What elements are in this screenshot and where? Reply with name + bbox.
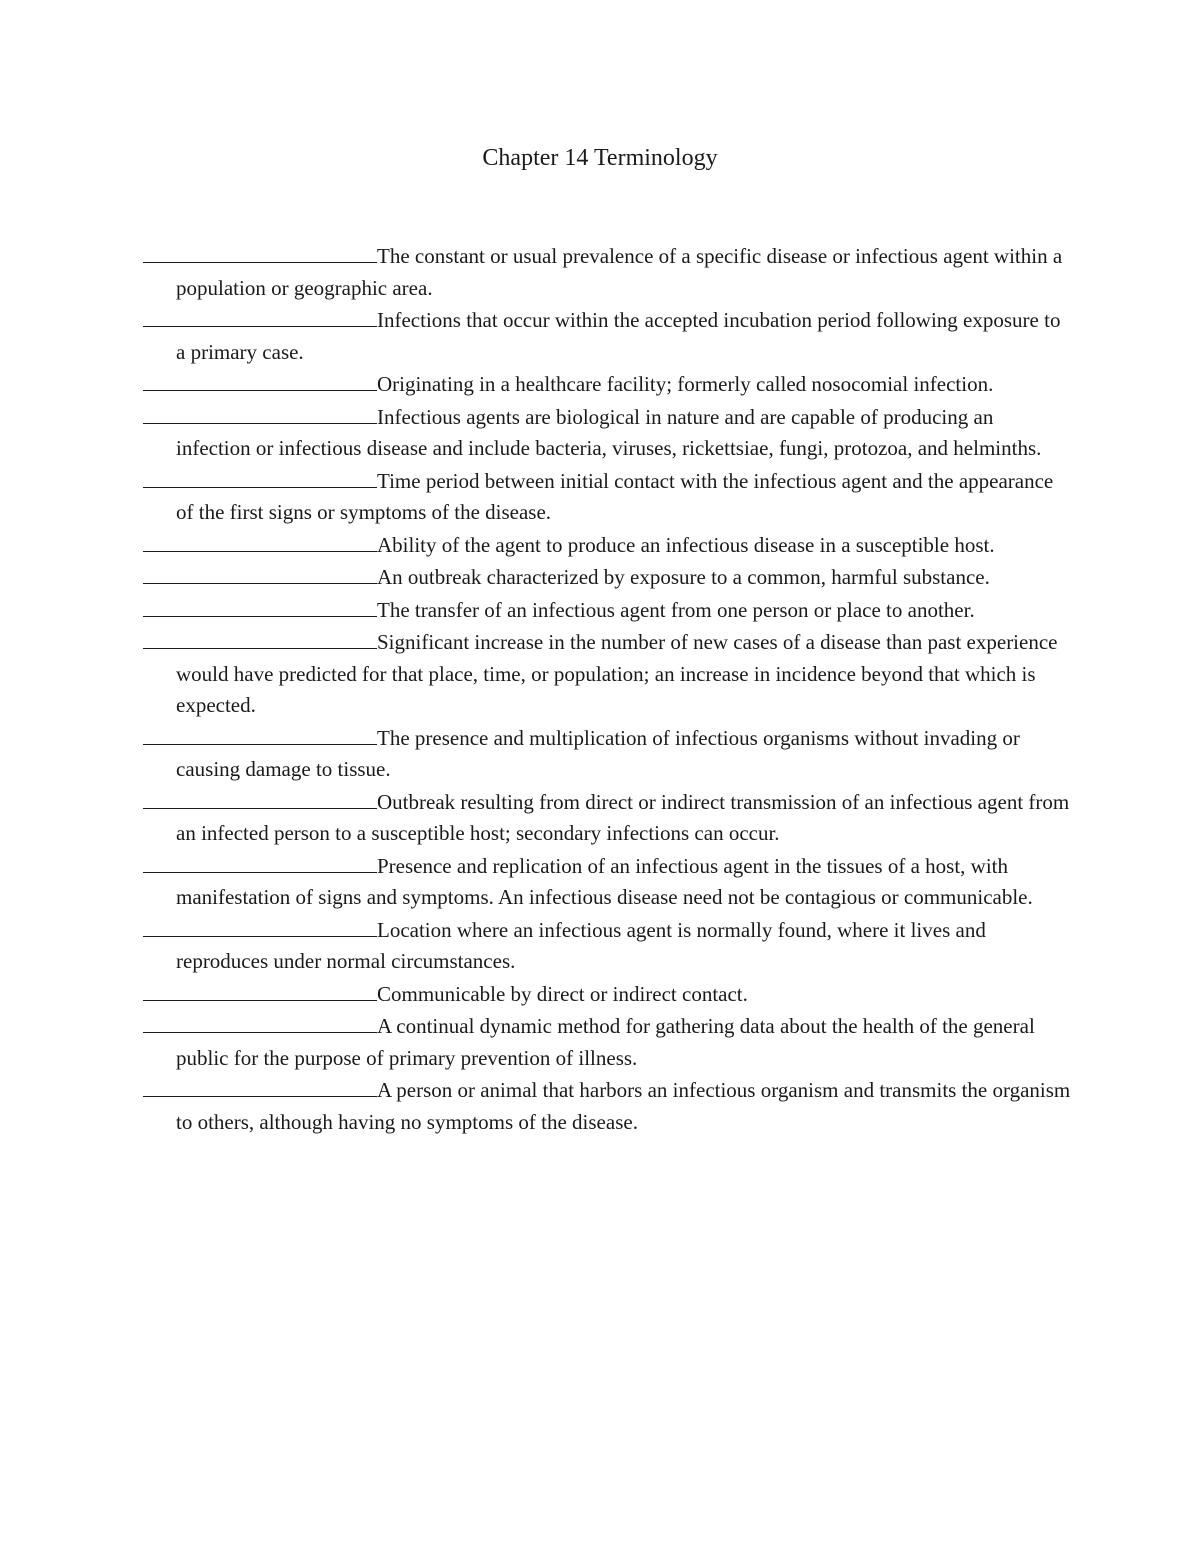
term-definition: Significant increase in the number of new cases of a disease than past experience would have predicted for that place, time, or population; an increase in incidence beyond that which is expected. xyxy=(176,630,1058,717)
term-item xyxy=(143,850,1073,914)
answer-blank[interactable] xyxy=(143,240,377,263)
term-definition: The presence and multiplication of infectious organisms without invading or causing damage to tissue. xyxy=(176,725,1020,781)
answer-blank[interactable] xyxy=(143,465,377,488)
term-item xyxy=(143,561,1073,594)
answer-blank[interactable] xyxy=(143,850,377,873)
term-definition: Outbreak resulting from direct or indirect transmission of an infectious agent from an infected person to a susceptible host; secondary infections can occur. xyxy=(176,789,1070,845)
term-definition: The constant or usual prevalence of a specific disease or infectious agent within a population or geographic area. xyxy=(176,244,1063,300)
term-item xyxy=(143,529,1073,562)
term-item xyxy=(143,304,1073,368)
answer-blank[interactable] xyxy=(143,401,377,424)
term-item xyxy=(143,401,1073,465)
term-definition: Infectious agents are biological in nature and are capable of producing an infection or infectious disease and include bacteria, viruses, rickettsiae, fungi, protozoa, and helminths. xyxy=(176,404,1042,460)
answer-blank[interactable] xyxy=(143,368,377,391)
answer-blank[interactable] xyxy=(143,978,377,1001)
term-item xyxy=(143,368,1073,401)
term-item xyxy=(143,626,1073,722)
term-definition: An outbreak characterized by exposure to a common, harmful substance. xyxy=(377,565,990,589)
answer-blank[interactable] xyxy=(143,1074,377,1097)
term-definition: Originating in a healthcare facility; formerly called nosocomial infection. xyxy=(377,372,994,396)
answer-blank[interactable] xyxy=(143,626,377,649)
answer-blank[interactable] xyxy=(143,529,377,552)
term-item xyxy=(143,1074,1073,1138)
term-item xyxy=(143,465,1073,529)
page-title: Chapter 14 Terminology xyxy=(482,145,718,171)
term-definition: Ability of the agent to produce an infectious disease in a susceptible host. xyxy=(377,532,995,557)
term-item xyxy=(143,914,1073,978)
term-item xyxy=(143,722,1073,786)
term-definition: The transfer of an infectious agent from one person or place to another. xyxy=(377,597,975,622)
term-definition: A continual dynamic method for gathering data about the health of the general public for the purpose of primary prevention of illness. xyxy=(176,1014,1035,1070)
term-definition: Location where an infectious agent is normally found, where it lives and reproduces under normal circumstances. xyxy=(176,917,986,973)
term-item xyxy=(143,240,1073,304)
term-item xyxy=(143,978,1073,1011)
term-item xyxy=(143,594,1073,627)
answer-blank[interactable] xyxy=(143,561,377,584)
answer-blank[interactable] xyxy=(143,914,377,937)
answer-blank[interactable] xyxy=(143,1010,377,1033)
terminology-list xyxy=(143,240,1073,1138)
term-definition: A person or animal that harbors an infectious organism and transmits the organism to others, although having no symptoms of the disease. xyxy=(176,1078,1071,1134)
term-definition: Communicable by direct or indirect contact. xyxy=(377,981,748,1006)
answer-blank[interactable] xyxy=(143,594,377,617)
term-definition: Infections that occur within the accepted incubation period following exposure to a primary case. xyxy=(176,308,1061,364)
term-item xyxy=(143,1010,1073,1074)
answer-blank[interactable] xyxy=(143,304,377,327)
answer-blank[interactable] xyxy=(143,722,377,745)
term-definition: Presence and replication of an infectious agent in the tissues of a host, with manifestation of signs and symptoms. An infectious disease need not be contagious or communicable. xyxy=(176,853,1033,909)
term-definition: Time period between initial contact with the infectious agent and the appearance of the first signs or symptoms of the disease. xyxy=(176,468,1054,524)
term-item xyxy=(143,786,1073,850)
answer-blank[interactable] xyxy=(143,786,377,809)
